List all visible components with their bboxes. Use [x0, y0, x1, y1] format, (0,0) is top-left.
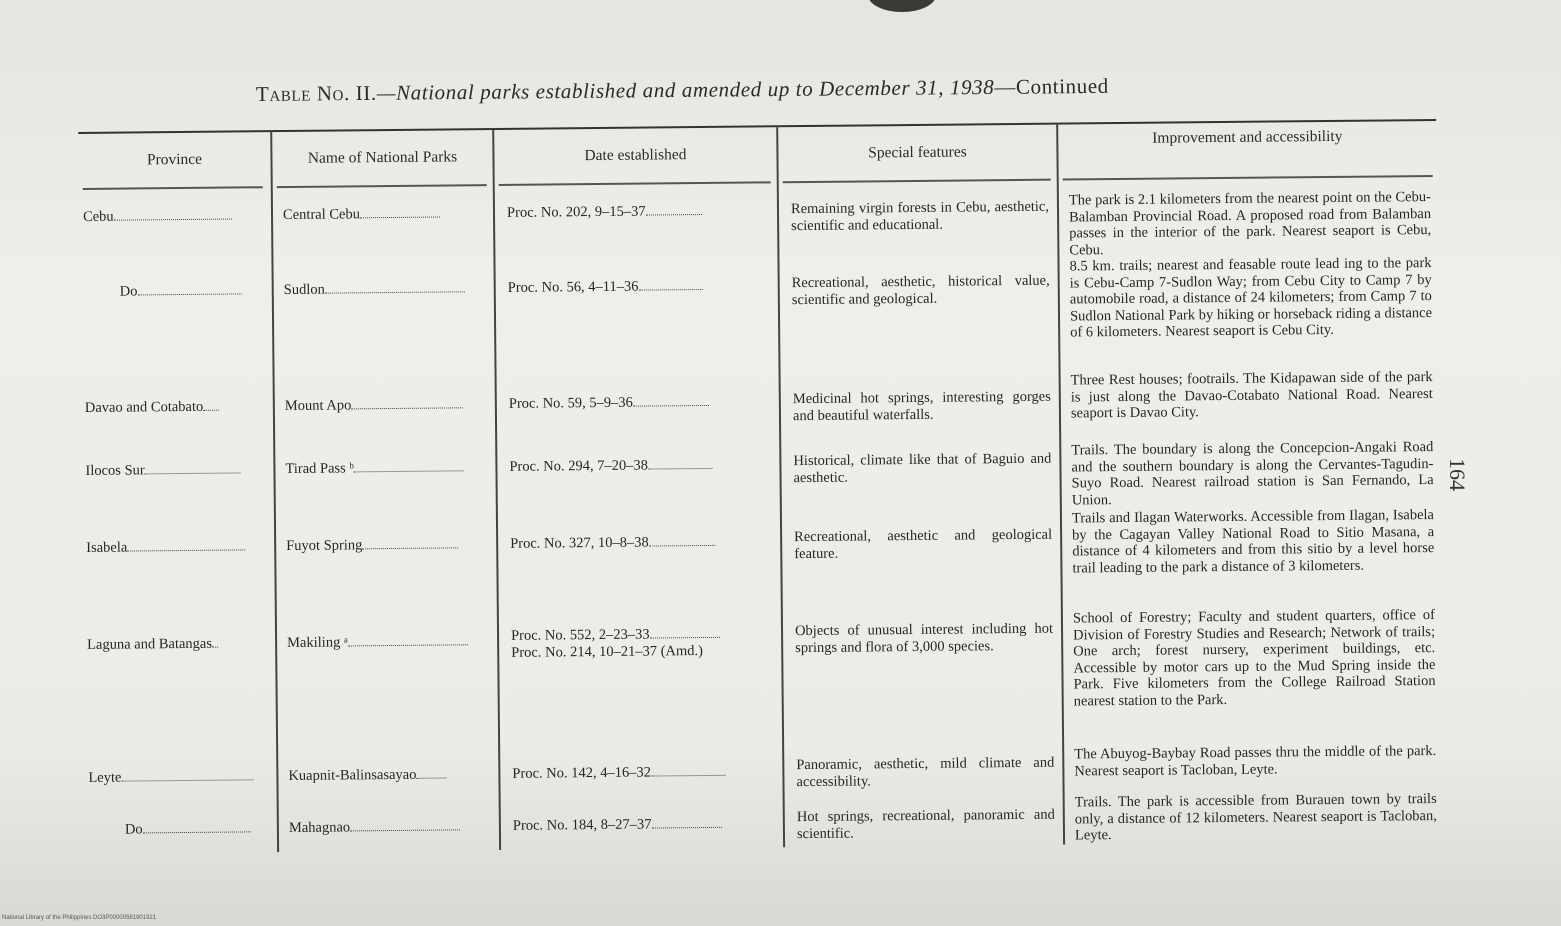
title-italic: —National parks established and amended up to December 31, 1938 — [376, 74, 995, 105]
col-rule-4 — [1056, 125, 1064, 845]
header-date: Date established — [584, 146, 687, 165]
row-2-improvement: 8.5 km. trails; nearest and feasable route lead ing to the park is Cebu-Camp 7-Sudlon Way; from Cebu City to Camp 7 by automobile road, a distance of 24 kilometers; from Camp 7 to Sudlon National Park by hiking or horseback riding a distance of 6 kilometers. Nearest seaport is Cebu City. — [1069, 255, 1433, 341]
header-name: Name of National Parks — [307, 148, 458, 167]
head-rule-5 — [1063, 175, 1433, 180]
header-improvement: Improvement and accessibility — [1152, 127, 1343, 147]
head-rule-2 — [277, 184, 487, 188]
row-8-improvement: Trails. The park is accessible from Burauen town by trails only, a distance of 12 kilometers. Nearest seaport is Tacloban, Leyte. — [1074, 790, 1437, 844]
table — [78, 97, 1445, 870]
row-5-date: Proc. No. 327, 10–8–38 — [510, 533, 776, 552]
col-rule-1 — [270, 132, 278, 852]
head-rule-4 — [783, 179, 1051, 183]
row-5-name: Fuyot Spring — [286, 536, 492, 554]
row-7-name: Kuapnit-Balinsasayao — [288, 766, 498, 785]
row-2-features: Recreational, aesthetic, historical value, scientific and geological. — [791, 272, 1050, 308]
row-4-name: Tirad Pass ᵇ — [285, 459, 491, 477]
row-8-date: Proc. No. 184, 8–27–37 — [513, 815, 779, 834]
row-1-name: Central Cebu — [283, 205, 489, 223]
title-prefix: Table No. II. — [255, 80, 377, 106]
row-4-province: Ilocos Sur — [85, 461, 265, 479]
row-1-date: Proc. No. 202, 9–15–37 — [507, 202, 773, 221]
col-rule-2 — [492, 130, 500, 850]
row-1-improvement: The park is 2.1 kilometers from the nearest point on the Cebu-Balamban Provincial Road. A proposed road from Balamban passes in the interior of the park. Nearest seaport is Cebu, Cebu. — [1068, 189, 1432, 258]
row-3-features: Medicinal hot springs, interesting gorges and beautiful waterfalls. — [792, 388, 1051, 424]
row-5-features: Recreational, aesthetic and geological feature. — [794, 526, 1053, 562]
scan-credit: National Library of the Philippines DO3P00000591901921 — [2, 915, 157, 921]
row-5-province: Isabela — [86, 538, 266, 556]
row-8-name: Mahagnao — [289, 818, 495, 836]
row-1-features: Remaining virgin forests in Cebu, aesthetic, scientific and educational. — [790, 198, 1050, 234]
row-1-province: Cebu — [83, 207, 263, 225]
row-8-province: Do — [125, 820, 269, 838]
row-3-province: Davao and Cotabato — [85, 398, 273, 416]
row-4-date: Proc. No. 294, 7–20–38 — [509, 456, 775, 475]
col-rule-3 — [776, 127, 784, 847]
header-province: Province — [146, 150, 203, 169]
row-2-name: Sudlon — [284, 280, 490, 298]
row-7-province: Leyte — [88, 768, 268, 786]
row-3-date: Proc. No. 59, 5–9–36 — [509, 393, 775, 412]
row-8-features: Hot springs, recreational, panoramic and scientific. — [796, 806, 1055, 842]
row-6-improvement: School of Forestry; Faculty and student quarters, office of Division of Forestry Studies and Research; Network of trails; One arch; forest nursery, experiment buildings, etc. Accessible by motor cars up to the Mud Spring inside the Park. Five kilometers from the College Railroad Station nearest station to the Park. — [1072, 606, 1436, 709]
row-6-name: Makiling ᵃ — [287, 633, 493, 651]
row-6-date: Proc. No. 552, 2–23–33 Proc. No. 214, 10–21–37 (Amd.) — [511, 625, 781, 661]
title-suffix: —Continued — [994, 73, 1109, 99]
row-7-improvement: The Abuyog-Baybay Road passes thru the middle of the park. Nearest seaport is Tacloban, Leyte. — [1074, 742, 1437, 779]
row-2-province: Do — [120, 282, 264, 300]
row-7-date: Proc. No. 142, 4–16–32 — [512, 763, 778, 782]
row-4-improvement: Trails. The boundary is along the Concepcion-Angaki Road and the southern boundary is along the Cervantes-Tagudin-Suyo Road. Nearest railroad station is San Fernando, La Union. — [1071, 439, 1434, 508]
row-5-improvement: Trails and Ilagan Waterworks. Accessible from Ilagan, Isabela by the Cagayan Valley National Road to Sitio Masana, a distance of 4 kilometers and from this sitio by a level horse trail leading to the park a distance of 3 kilometers. — [1071, 507, 1435, 576]
row-3-name: Mount Apo — [285, 396, 491, 414]
head-rule-1 — [83, 186, 263, 189]
row-4-features: Historical, climate like that of Baguio and aesthetic. — [793, 450, 1052, 486]
header-features: Special features — [868, 143, 967, 162]
row-7-features: Panoramic, aesthetic, mild climate and accessibility. — [796, 754, 1055, 790]
row-6-province: Laguna and Batangas — [87, 635, 277, 653]
row-3-improvement: Three Rest houses; footrails. The Kidapawan side of the park is just along the Davao-Cotabato National Road. Nearest seaport is Davao City. — [1070, 369, 1433, 422]
row-2-date: Proc. No. 56, 4–11–36 — [508, 277, 774, 296]
head-rule-3 — [499, 181, 771, 185]
scan-blot — [868, 0, 936, 12]
row-6-features: Objects of unusual interest including hot springs and flora of 3,000 species. — [794, 620, 1054, 656]
page-number: 164 — [1445, 458, 1470, 491]
